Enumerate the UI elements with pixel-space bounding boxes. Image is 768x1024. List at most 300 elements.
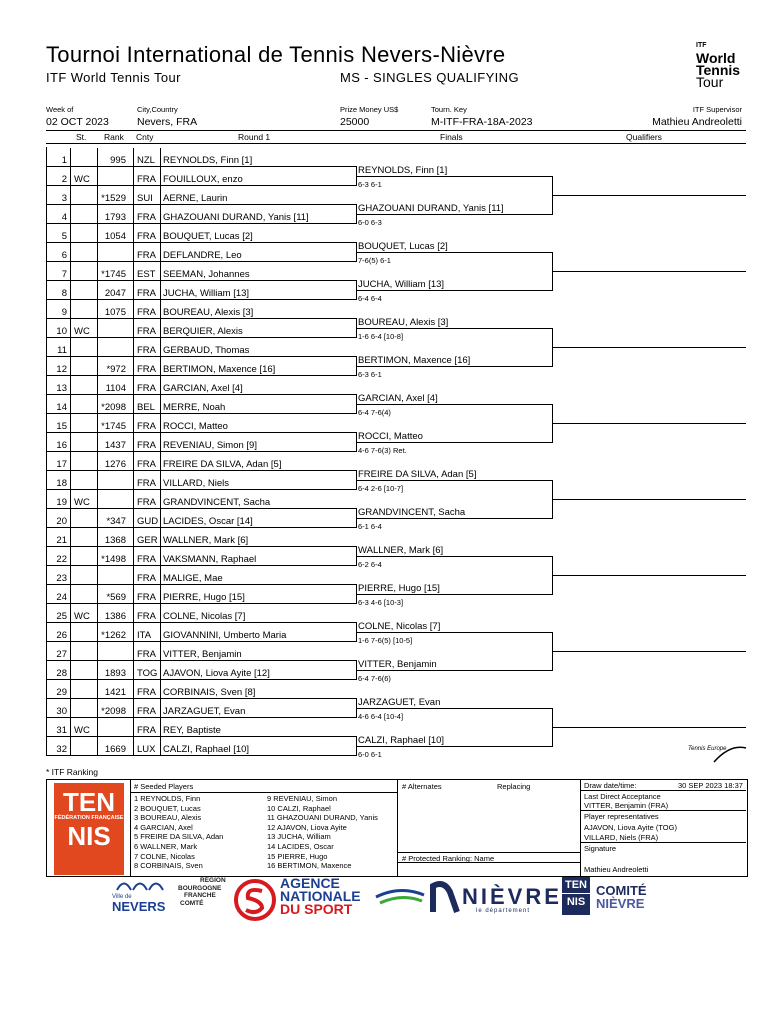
ans-logo (280, 877, 361, 916)
finals-line (356, 518, 552, 519)
col-divider (160, 433, 161, 452)
player-country: FRA (137, 326, 156, 337)
player-row-line (46, 565, 356, 566)
col-rank: Rank (104, 132, 124, 142)
col-divider (70, 186, 71, 205)
col-divider (133, 585, 134, 604)
player-row-line (46, 432, 356, 433)
player-name: CALZI, Raphael [10] (163, 744, 250, 755)
finals-line (356, 290, 552, 291)
player-rank: 1054 (104, 231, 126, 242)
player-country: FRA (137, 212, 156, 223)
player-country: FRA (137, 573, 156, 584)
nievre-n-icon (430, 880, 460, 914)
nevers-arches-icon (112, 877, 172, 891)
col-divider (70, 718, 71, 737)
final-winner-name: WALLNER, Mark [6] (358, 545, 444, 556)
player-row-line (46, 394, 356, 395)
player-name: AERNE, Laurin (163, 193, 228, 204)
final-winner-name: VITTER, Benjamin (358, 659, 437, 670)
player-name: GARCIAN, Axel [4] (163, 383, 243, 394)
region-bfc-logo (178, 877, 226, 907)
final-score: 1-6 7-6(5) [10-5] (358, 636, 413, 645)
seed-entry: 16 BERTIMON, Maxence (267, 861, 352, 871)
col-divider (97, 186, 98, 205)
draw-position: 11 (57, 345, 67, 356)
col-divider (133, 566, 134, 585)
event-name: MS - SINGLES QUALIFYING (340, 70, 519, 85)
col-divider (133, 376, 134, 395)
comite-tenis-logo (562, 877, 590, 915)
col-divider (160, 623, 161, 642)
region-line: COMTÉ (180, 899, 204, 907)
seed-entry: 15 PIERRE, Hugo (267, 851, 328, 861)
itf-ranking-note: * ITF Ranking (46, 767, 98, 777)
col-divider (97, 338, 98, 357)
seed-entry: 2 BOUQUET, Lucas (134, 803, 201, 813)
seed-entry: 5 FREIRE DA SILVA, Adan (134, 832, 224, 842)
col-divider (160, 262, 161, 281)
comite-line: COMITÉ (596, 883, 647, 898)
player-status: WC (74, 725, 90, 736)
player-row-line (46, 356, 356, 357)
player-name: JARZAGUET, Evan (163, 706, 246, 717)
draw-position: 3 (61, 193, 67, 204)
final-winner-name: JARZAGUET, Evan (358, 697, 441, 708)
player-country: FRA (137, 307, 156, 318)
footer-divider (580, 779, 581, 876)
last-da-label: Last Direct Acceptance (584, 792, 661, 801)
draw-position: 22 (56, 554, 67, 565)
col-divider (160, 300, 161, 319)
col-divider (133, 395, 134, 414)
player-rank: 1421 (104, 687, 126, 698)
footer-divider (397, 852, 580, 853)
tennis-europe-logo: Tennis Europe (688, 746, 727, 752)
col-divider (160, 205, 161, 224)
col-divider (70, 224, 71, 243)
final-winner-name: REYNOLDS, Finn [1] (358, 165, 448, 176)
col-divider (133, 699, 134, 718)
col-divider (97, 623, 98, 642)
player-row-line (46, 622, 356, 623)
finals-line (356, 442, 552, 443)
player-status: WC (74, 174, 90, 185)
player-row-line (46, 375, 356, 376)
player-country: NZL (137, 155, 155, 166)
player-name: GERBAUD, Thomas (163, 345, 250, 356)
draw-position: 12 (56, 364, 67, 375)
player-country: FRA (137, 649, 156, 660)
player-name: REY, Baptiste (163, 725, 221, 736)
draw-position: 2 (61, 174, 67, 185)
col-divider (97, 718, 98, 737)
finals-line (356, 328, 552, 329)
final-winner-name: GHAZOUANI DURAND, Yanis [11] (358, 203, 504, 214)
player-name: CORBINAIS, Sven [8] (163, 687, 256, 698)
player-country: FRA (137, 706, 156, 717)
player-country: FRA (137, 687, 156, 698)
draw-position: 17 (56, 459, 67, 470)
seed-entry: 8 CORBINAIS, Sven (134, 861, 203, 871)
col-divider (133, 471, 134, 490)
col-divider (97, 471, 98, 490)
draw-position: 21 (56, 535, 67, 546)
col-divider (160, 680, 161, 699)
col-divider (97, 452, 98, 471)
player-row-line (46, 717, 356, 718)
nevers-logo (112, 877, 172, 914)
player-rank: 1075 (104, 307, 126, 318)
seed-entry: 6 WALLNER, Mark (134, 841, 198, 851)
player-country: FRA (137, 554, 156, 565)
footer-divider (130, 792, 397, 793)
col-divider (160, 699, 161, 718)
player-row-line (46, 660, 356, 661)
player-country: BEL (137, 402, 155, 413)
seed-entry: 12 AJAVON, Liova Ayite (267, 822, 347, 832)
col-divider (70, 319, 71, 338)
draw-position: 8 (61, 288, 67, 299)
col-divider (97, 604, 98, 623)
col-divider (70, 243, 71, 262)
col-divider (97, 737, 98, 756)
seed-entry: 1 REYNOLDS, Finn (134, 794, 201, 803)
col-divider (160, 604, 161, 623)
col-divider (160, 167, 161, 186)
comite-tenis-bottom: NIS (562, 893, 590, 910)
week-label: Week of (46, 105, 74, 114)
player-row-line (46, 603, 356, 604)
supervisor-label: ITF Supervisor (692, 105, 742, 114)
player-rep: VILLARD, Niels (FRA) (584, 833, 659, 842)
col-divider (97, 699, 98, 718)
player-rank: *1498 (101, 554, 126, 565)
region-line: BOURGOGNE (178, 884, 222, 892)
player-rep: AJAVON, Liova Ayite (TOG) (584, 823, 677, 832)
draw-position: 32 (56, 744, 67, 755)
ans-line: AGENCE (280, 875, 340, 891)
draw-position: 5 (61, 231, 67, 242)
signature-label: Signature (584, 844, 617, 853)
final-score: 6-2 6-4 (358, 560, 382, 569)
col-divider (160, 737, 161, 756)
itf-logo-line: Tour (696, 74, 724, 90)
player-name: MERRE, Noah (163, 402, 226, 413)
final-score: 6-3 6-1 (358, 370, 382, 379)
header-rule (46, 143, 746, 144)
col-divider (70, 528, 71, 547)
col-divider (70, 490, 71, 509)
player-row-line (46, 242, 356, 243)
col-divider (70, 338, 71, 357)
finals-line (356, 366, 552, 367)
col-divider (160, 414, 161, 433)
final-winner-name: FREIRE DA SILVA, Adan [5] (358, 469, 477, 480)
player-name: BERTIMON, Maxence [16] (163, 364, 276, 375)
key-value: M-ITF-FRA-18A-2023 (431, 116, 533, 128)
final-winner-name: PIERRE, Hugo [15] (358, 583, 440, 594)
final-winner-name: JUCHA, William [13] (358, 279, 445, 290)
col-divider (133, 604, 134, 623)
player-name: AJAVON, Liova Ayite [12] (163, 668, 270, 679)
col-divider (133, 737, 134, 756)
col-divider (133, 319, 134, 338)
final-winner-name: BOUQUET, Lucas [2] (358, 241, 448, 252)
player-name: VAKSMANN, Raphael (163, 554, 257, 565)
col-divider (97, 414, 98, 433)
player-rank: 1104 (105, 383, 126, 394)
player-row-line (46, 641, 356, 642)
player-name: FREIRE DA SILVA, Adan [5] (163, 459, 282, 470)
tour-name: ITF World Tennis Tour (46, 70, 181, 85)
player-name: JUCHA, William [13] (163, 288, 250, 299)
region-line: RÉGION (200, 877, 226, 884)
nevers-small: Ville de (112, 894, 132, 900)
draw-position: 13 (56, 383, 67, 394)
col-divider (160, 186, 161, 205)
draw-date-label: Draw date/time: (584, 781, 637, 790)
col-divider (160, 452, 161, 471)
draw-position: 10 (56, 326, 67, 337)
final-score: 7-6(5) 6-1 (358, 256, 391, 265)
final-score: 6-4 2-6 [10-7] (358, 484, 404, 493)
col-divider (97, 509, 98, 528)
col-divider (70, 623, 71, 642)
player-name: DEFLANDRE, Leo (163, 250, 242, 261)
player-country: FRA (137, 611, 156, 622)
col-divider (160, 642, 161, 661)
final-score: 6-1 6-4 (358, 522, 382, 531)
qualifier-line (552, 423, 746, 424)
col-divider (133, 148, 134, 167)
swoosh-sponsor-icon (374, 885, 426, 911)
player-country: SUI (137, 193, 153, 204)
player-name: MALIGE, Mae (163, 573, 223, 584)
finals-line (356, 632, 552, 633)
col-divider (70, 281, 71, 300)
player-name: SEEMAN, Johannes (163, 269, 250, 280)
qualifier-line (552, 195, 746, 196)
finals-line (356, 480, 552, 481)
col-divider (97, 642, 98, 661)
final-score: 6-4 7-6(4) (358, 408, 391, 417)
finals-line (356, 252, 552, 253)
col-divider (70, 471, 71, 490)
col-round1: Round 1 (238, 132, 271, 142)
qualifier-line (552, 271, 746, 272)
col-divider (160, 509, 161, 528)
col-divider (133, 680, 134, 699)
supervisor-value: Mathieu Andreoletti (652, 116, 742, 128)
key-label: Tourn. Key (431, 105, 467, 114)
player-rank: 1437 (104, 440, 126, 451)
player-rank: *569 (106, 592, 126, 603)
col-divider (97, 319, 98, 338)
player-country: FRA (137, 250, 156, 261)
player-name: WALLNER, Mark [6] (163, 535, 249, 546)
player-rank: 995 (110, 155, 126, 166)
final-winner-name: ROCCI, Matteo (358, 431, 423, 442)
player-country: FRA (137, 383, 156, 394)
col-divider (160, 319, 161, 338)
player-row-line (46, 318, 356, 319)
player-country: GER (137, 535, 158, 546)
player-name: REYNOLDS, Finn [1] (163, 155, 253, 166)
col-divider (70, 547, 71, 566)
col-divider (133, 528, 134, 547)
seeds-left-list (134, 794, 223, 871)
itf-logo-line: World (696, 50, 736, 66)
col-divider (133, 414, 134, 433)
col-divider (133, 490, 134, 509)
draw-position: 4 (61, 212, 67, 223)
col-divider (70, 509, 71, 528)
player-rank: *972 (106, 364, 126, 375)
header-rule (46, 130, 746, 131)
col-divider (70, 376, 71, 395)
finals-line (356, 556, 552, 557)
col-divider (70, 452, 71, 471)
col-divider (97, 205, 98, 224)
draw-position: 23 (56, 573, 67, 584)
final-score: 1-6 6-4 [10-8] (358, 332, 404, 341)
final-winner-name: GARCIAN, Axel [4] (358, 393, 438, 404)
col-divider (133, 661, 134, 680)
col-divider (160, 338, 161, 357)
player-row-line (46, 413, 356, 414)
col-divider (70, 167, 71, 186)
fft-logo-federation: FÉDÉRATION FRANÇAISE (54, 815, 124, 821)
player-rank: *2098 (101, 706, 126, 717)
week-value: 02 OCT 2023 (46, 116, 109, 128)
draw-position: 27 (56, 649, 67, 660)
ans-s-icon (234, 879, 276, 921)
finals-line (356, 176, 552, 177)
col-divider (70, 414, 71, 433)
draw-left-border (46, 147, 47, 756)
final-winner-name: CALZI, Raphael [10] (358, 735, 445, 746)
col-divider (70, 300, 71, 319)
player-country: FRA (137, 421, 156, 432)
col-divider (133, 718, 134, 737)
col-divider (97, 262, 98, 281)
finals-line (356, 214, 552, 215)
player-country: EST (137, 269, 156, 280)
col-divider (97, 167, 98, 186)
col-divider (133, 262, 134, 281)
col-divider (160, 395, 161, 414)
col-divider (160, 281, 161, 300)
col-finals: Finals (440, 132, 463, 142)
player-name: BERQUIER, Alexis (163, 326, 243, 337)
nievre-sub: le département (476, 908, 531, 914)
tennis-europe-swoosh-icon (712, 742, 748, 766)
player-name: ROCCI, Matteo (163, 421, 228, 432)
col-divider (133, 509, 134, 528)
col-divider (133, 281, 134, 300)
alternates-header: # Alternates (402, 782, 442, 791)
seeded-header: # Seeded Players (134, 782, 194, 791)
player-country: LUX (137, 744, 156, 755)
region-line: FRANCHE (184, 892, 216, 899)
player-country: FRA (137, 364, 156, 375)
col-divider (160, 357, 161, 376)
col-divider (133, 547, 134, 566)
col-divider (70, 262, 71, 281)
seed-entry: 11 GHAZOUANI DURAND, Yanis (267, 813, 378, 823)
player-status: WC (74, 611, 90, 622)
col-divider (97, 243, 98, 262)
col-divider (160, 148, 161, 167)
draw-position: 24 (56, 592, 67, 603)
finals-line (356, 708, 552, 709)
col-divider (97, 224, 98, 243)
seeds-right-list (267, 794, 378, 871)
draw-position: 30 (56, 706, 67, 717)
player-row-line (46, 679, 356, 680)
col-divider (133, 452, 134, 471)
col-divider (160, 528, 161, 547)
qualifier-line (552, 575, 746, 576)
draw-position: 1 (61, 155, 67, 166)
draw-position: 26 (56, 630, 67, 641)
comite-line: NIÈVRE (596, 896, 645, 911)
col-divider (133, 433, 134, 452)
col-divider (97, 585, 98, 604)
player-country: TOG (137, 668, 158, 679)
col-divider (97, 148, 98, 167)
player-country: FRA (137, 725, 156, 736)
col-divider (97, 528, 98, 547)
col-divider (97, 680, 98, 699)
final-score: 6-0 6-3 (358, 218, 382, 227)
player-name: VITTER, Benjamin (163, 649, 242, 660)
player-row-line (46, 223, 356, 224)
draw-date-value: 30 SEP 2023 18:37 (678, 781, 743, 790)
player-country: FRA (137, 345, 156, 356)
player-country: FRA (137, 478, 156, 489)
city-value: Nevers, FRA (137, 116, 198, 128)
footer-divider (130, 779, 131, 876)
player-rank: *2098 (101, 402, 126, 413)
player-row-line (46, 546, 356, 547)
itf-logo-line: Tennis (696, 62, 741, 78)
player-row-line (46, 736, 356, 737)
player-name: BOUREAU, Alexis [3] (163, 307, 254, 318)
draw-position: 28 (56, 668, 67, 679)
player-name: REVENIAU, Simon [9] (163, 440, 257, 451)
seed-entry: 9 REVENIAU, Simon (267, 794, 338, 803)
player-rank: 1669 (104, 744, 126, 755)
player-rank: *1745 (101, 269, 126, 280)
col-divider (97, 281, 98, 300)
prize-value: 25000 (340, 116, 370, 128)
final-score: 6-0 6-1 (358, 750, 382, 759)
seed-entry: 10 CALZI, Raphael (267, 803, 331, 813)
player-status: WC (74, 326, 90, 337)
player-rank: 1368 (104, 535, 126, 546)
comite-nievre-logo (596, 884, 647, 910)
col-divider (133, 167, 134, 186)
col-qualifiers: Qualifiers (626, 132, 662, 142)
col-divider (160, 376, 161, 395)
draw-position: 19 (56, 497, 67, 508)
col-divider (133, 300, 134, 319)
prize-label: Prize Money US$ (340, 105, 399, 114)
qualifier-line (552, 727, 746, 728)
col-divider (70, 699, 71, 718)
